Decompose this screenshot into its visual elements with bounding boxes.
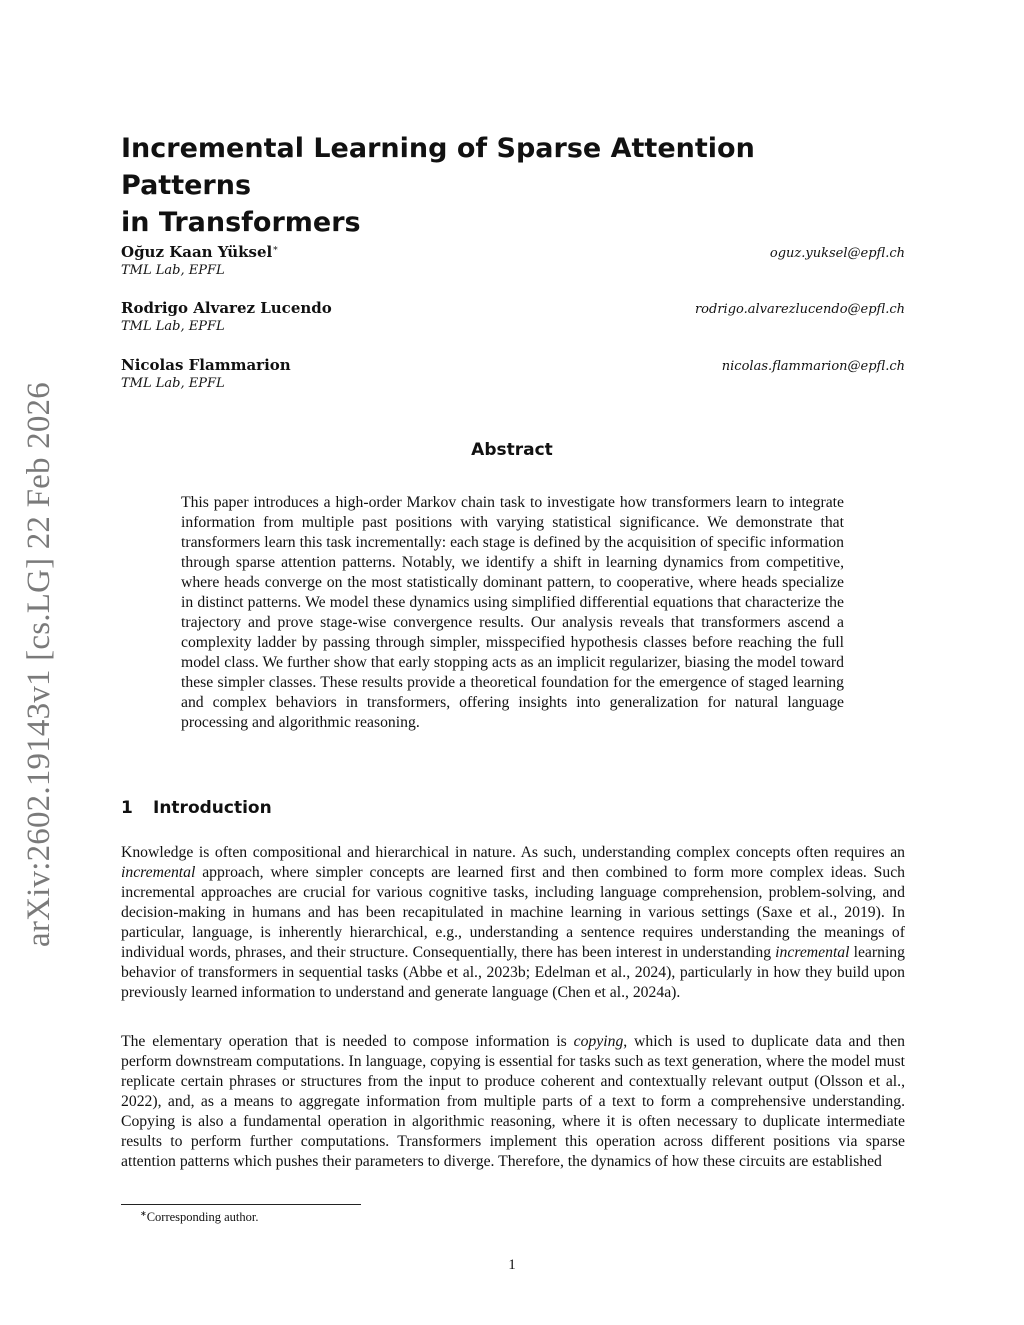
arxiv-identifier[interactable]: arXiv:2602.19143v1 [cs.LG] 22 Feb 2026	[20, 382, 57, 947]
section-number: 1	[121, 798, 133, 818]
page-number: 1	[508, 1257, 516, 1273]
emphasis-copying: copying	[573, 1033, 624, 1050]
footnote-text: Corresponding author.	[146, 1210, 259, 1225]
author-block-1	[121, 243, 905, 278]
footnote	[140, 1209, 259, 1225]
author-email[interactable]: nicolas.flammarion@epfl.ch	[721, 359, 905, 374]
author-name: Rodrigo Alvarez Lucendo	[121, 299, 332, 317]
section-title: Introduction	[153, 798, 272, 818]
author-block-2	[121, 299, 905, 334]
intro-paragraph-1: Knowledge is often compositional and hierarchical in nature. As such, understanding complex concepts often requires an incremental approach, where simpler concepts are learned first and then combined to form more complex ideas. Such incremental approaches are crucial for various cognitive tasks, including language comprehension, problem-solving, and decision-making in humans and has been recapitulated in machine learning in various settings (Saxe et al., 2019). In particular, language, is inherently hierarchical, e.g., understanding a sentence requires understanding the meanings of individual words, phrases, and their structure. Consequentially, there has been interest in understanding incremental learning behavior of transformers in sequential tasks (Abbe et al., 2023b; Edelman et al., 2024), particularly in how they build upon previously learned information to understand and generate language (Chen et al., 2024a).	[121, 844, 905, 1001]
author-affiliation: TML Lab, EPFL	[121, 319, 225, 334]
footnote-mark: ∗	[140, 1209, 147, 1218]
paper-title	[121, 130, 881, 241]
author-email[interactable]: rodrigo.alvarezlucendo@epfl.ch	[694, 302, 905, 317]
section-heading-introduction	[121, 798, 272, 818]
emphasis-incremental: incremental	[775, 944, 850, 961]
abstract-heading: Abstract	[471, 440, 553, 460]
author-name: Oğuz Kaan Yüksel∗	[121, 243, 279, 261]
abstract-text: This paper introduces a high-order Markov chain task to investigate how transformers learn to integrate information from multiple past positions with varying statistical significance. We demonstrate that transformers learn this task incrementally: each stage is defined by the acquisition of specific information through sparse attention patterns. Notably, we identify a shift in learning dynamics from competitive, where heads converge on the most statistically dominant pattern, to cooperative, where heads specialize in distinct patterns. We model these dynamics using simplified differential equations that characterize the trajectory and prove stage-wise convergence results. Our analysis reveals that transformers ascend a complexity ladder by passing through simpler, misspecified hypothesis classes before reaching the full model class. We further show that early stopping acts as an implicit regularizer, biasing the model toward these simpler classes. These results provide a theoretical foundation for the emergence of staged learning and complex behaviors in transformers, offering insights into generalization for natural language processing and algorithmic reasoning.	[181, 494, 844, 731]
author-name: Nicolas Flammarion	[121, 356, 291, 374]
emphasis-incremental: incremental	[121, 864, 196, 881]
footnote-divider	[121, 1204, 361, 1205]
author-affiliation: TML Lab, EPFL	[121, 376, 225, 391]
title-line-2: in Transformers	[121, 207, 361, 238]
author-affiliation: TML Lab, EPFL	[121, 263, 225, 278]
author-block-3	[121, 356, 905, 391]
title-line-1: Incremental Learning of Sparse Attention Patterns	[121, 133, 755, 201]
author-email[interactable]: oguz.yuksel@epfl.ch	[769, 246, 905, 261]
corresponding-mark: ∗	[272, 244, 279, 254]
intro-paragraph-2: The elementary operation that is needed to compose information is copying, which is used to duplicate data and then perform downstream computations. In language, copying is essential for tasks such as text generation, where the model must replicate certain phrases or structures from the input to produce coherent and contextually relevant output (Olsson et al., 2022), and, as a means to aggregate information from multiple parts of a text to form a comprehensive understanding. Copying is also a fundamental operation in algorithmic reasoning, where it is often necessary to duplicate intermediate results to perform further computations. Transformers implement this operation across different positions via sparse attention patterns which pushes their parameters to diverge. Therefore, the dynamics of how these circuits are established	[121, 1033, 905, 1170]
